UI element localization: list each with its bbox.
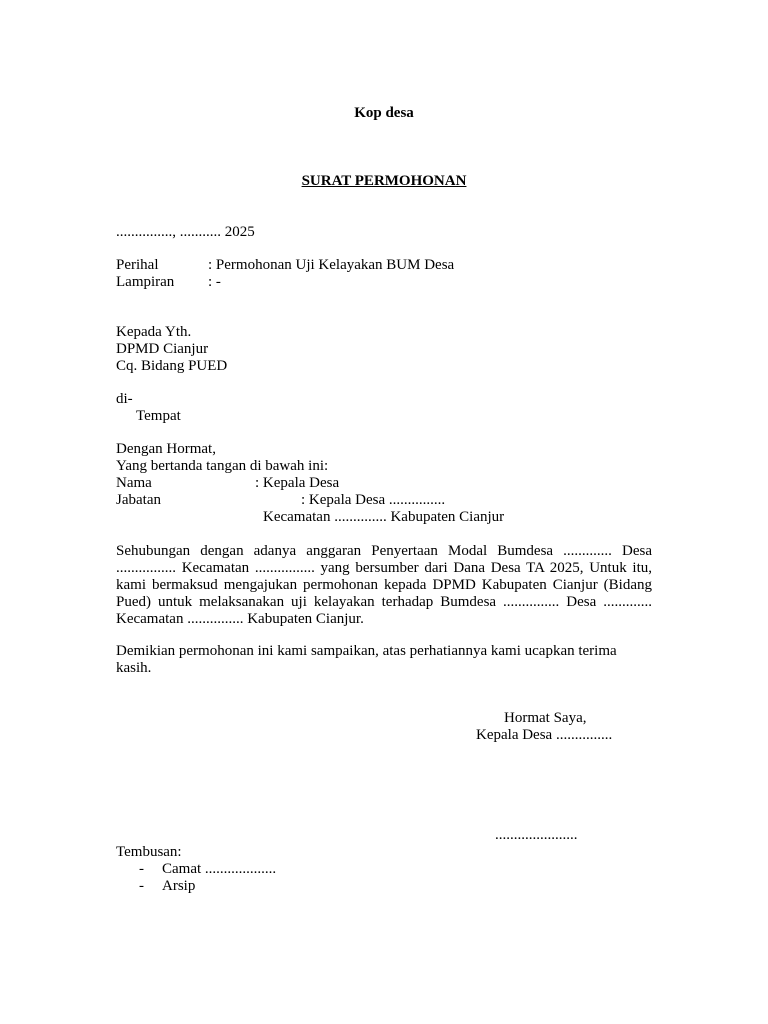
intro-line: Yang bertanda tangan di bawah ini: — [116, 458, 329, 474]
recipient-line-3: Cq. Bidang PUED — [116, 358, 228, 374]
signature-name: ...................... — [495, 827, 578, 843]
jabatan-continuation: Kecamatan .............. Kabupaten Cianjur — [263, 509, 505, 525]
recipient-line-1: Kepada Yth. — [116, 324, 192, 340]
cc-label: Tembusan: — [116, 844, 182, 860]
perihal-label: Perihal — [116, 257, 159, 273]
date-line: ..............., ........... 2025 — [116, 224, 255, 240]
salutation: Dengan Hormat, — [116, 441, 216, 457]
perihal-value: : Permohonan Uji Kelayakan BUM Desa — [208, 257, 455, 273]
jabatan-value: : Kepala Desa ............... — [301, 492, 446, 508]
body-paragraph-2: Demikian permohonan ini kami sampaikan, atas perhatiannya kami ucapkan terima kasih. — [116, 643, 617, 676]
lampiran-value: : - — [208, 274, 221, 290]
closing-regards: Hormat Saya, — [504, 710, 587, 726]
nama-label: Nama — [116, 475, 152, 491]
lampiran-label: Lampiran — [116, 274, 175, 290]
cc-bullet: - — [139, 878, 144, 894]
jabatan-label: Jabatan — [116, 492, 161, 508]
cc-item-camat: Camat ................... — [162, 861, 277, 877]
recipient-line-2: DPMD Cianjur — [116, 341, 209, 357]
recipient-tempat: Tempat — [136, 408, 181, 424]
cc-item-arsip: Arsip — [162, 878, 196, 894]
recipient-di: di- — [116, 391, 133, 407]
letterhead-kop: Kop desa — [354, 105, 414, 121]
letter-title: SURAT PERMOHONAN — [301, 173, 467, 189]
cc-bullet: - — [139, 861, 144, 877]
nama-value: : Kepala Desa — [255, 475, 340, 491]
body-paragraph-1: Sehubungan dengan adanya anggaran Penyertaan Modal Bumdesa ............. Desa ................ Kecamatan ................ yang bersumber dari Dana Desa TA 2025, Untuk itu, kami bermaksud mengajukan permohonan kepada DPMD Kabupaten Cianjur (Bidang Pued) untuk melaksanakan uji kelayakan terhadap Bumdesa ............... Desa ............. Kecamatan ............... Kabupaten Cianjur. — [116, 543, 652, 627]
signature-position: Kepala Desa ............... — [476, 727, 613, 743]
